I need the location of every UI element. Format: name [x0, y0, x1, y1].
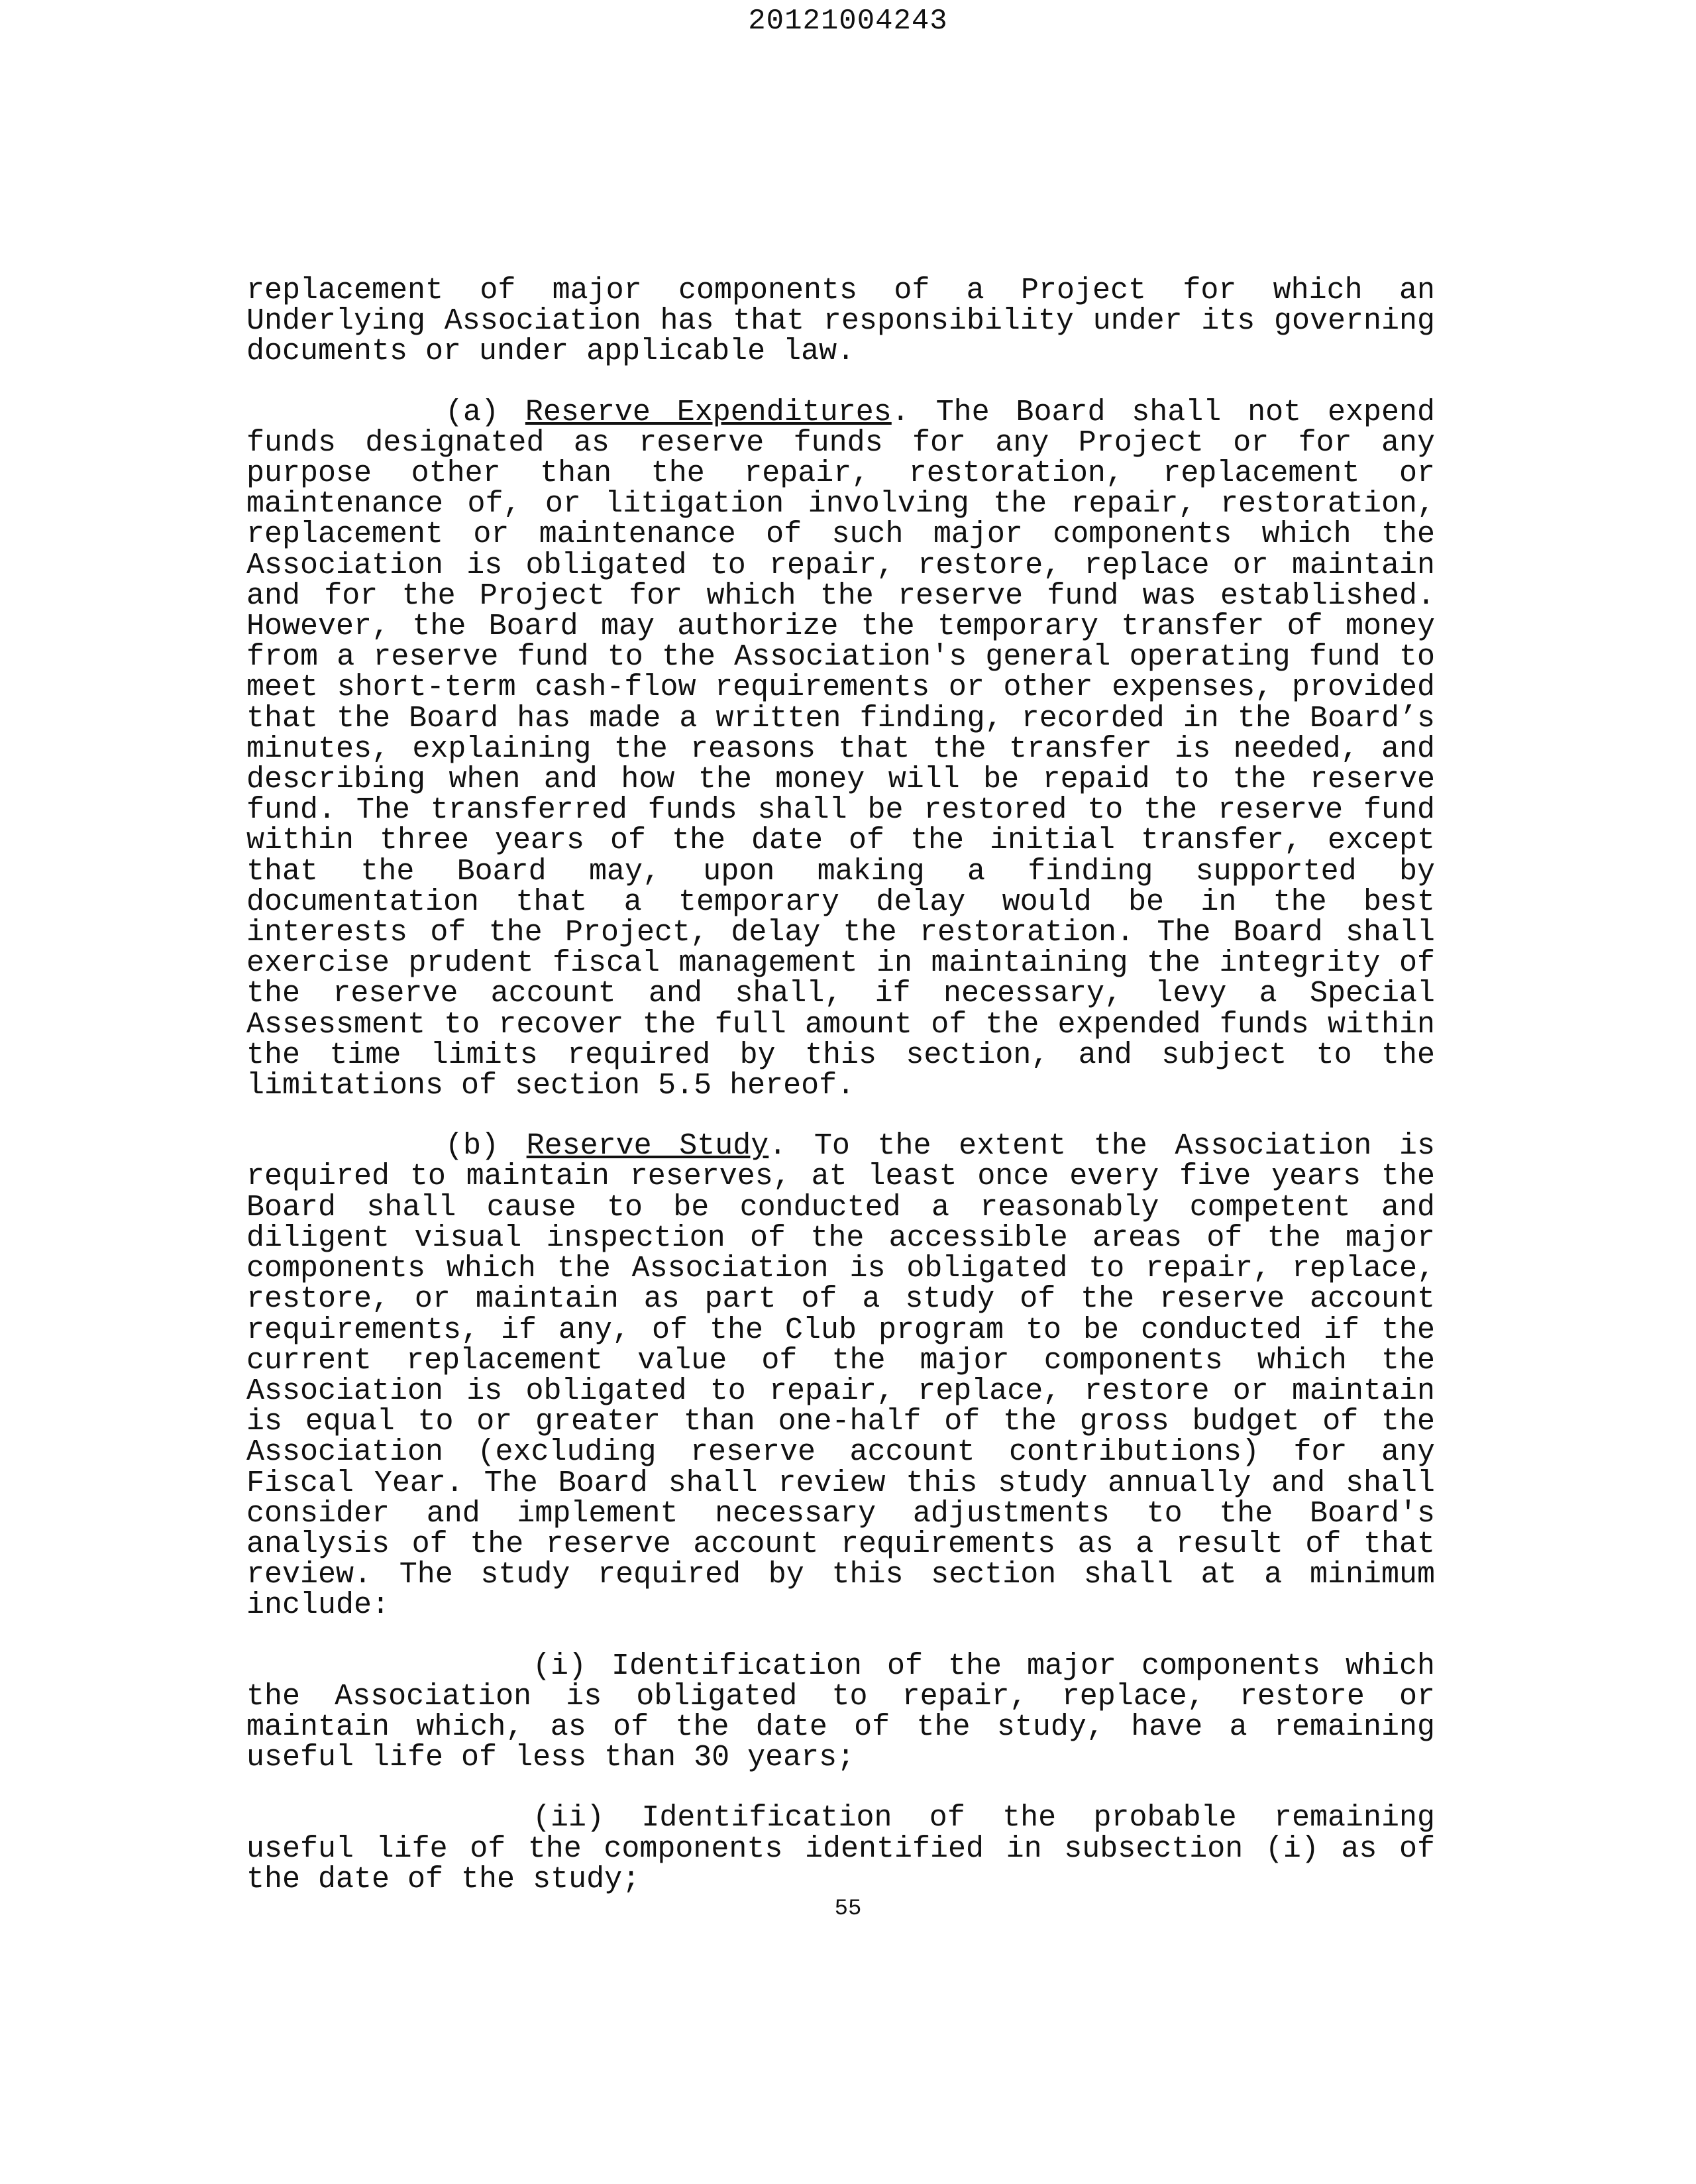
document-body [246, 276, 1435, 1925]
paragraph-continuation [246, 276, 1435, 368]
paragraph-reserve-study [246, 1131, 1435, 1621]
paragraph-text: Identification of the probable remaining useful life of the components identified in subsection (i) as of the date of the study; [246, 1801, 1435, 1896]
paragraph-label: (i) [533, 1649, 587, 1683]
paragraph-text: Identification of the major components which the Association is obligated to repair, replace, restore or maintain which, as of the date of the study, have a remaining useful life of less than 30 years; [246, 1649, 1435, 1775]
paragraph-label: (a) [445, 395, 500, 429]
paragraph-label: (b) [445, 1129, 500, 1164]
paragraph-text: replacement of major components of a Project for which an Underlying Association has that responsibility under its governing documents or under applicable law. [246, 274, 1435, 369]
section-heading-reserve-study: Reserve Study [526, 1129, 769, 1164]
paragraph-reserve-expenditures [246, 395, 1435, 1103]
paragraph-subsection-i [246, 1651, 1435, 1774]
document-number: 20121004243 [748, 5, 948, 38]
paragraph-text: . The Board shall not expend funds designated as reserve funds for any Project or for any purpose other than the repair, restoration, replacement or maintenance of, or litigation involving the repair, restoration, replacement or maintenance of such major components which the Association is obligated to repair, restore, replace or maintain and for the Project for which the reserve fund was established. However, the Board may authorize the temporary transfer of money from a reserve fund to the Association's general operating fund to meet short-term cash-flow requirements or other expenses, provided that the Board has made a written finding, recorded in the Board’s minutes, explaining the reasons that the transfer is needed, and describing when and how the money will be repaid to the reserve fund. The transferred funds shall be restored to the reserve fund within three years of the date of the initial transfer, except that the Board may, upon making a finding supported by documentation that a temporary delay would be in the best interests of the Project, delay the restoration. The Board shall exercise prudent fiscal management in maintaining the integrity of the reserve account and shall, if necessary, levy a Special Assessment to recover the full amount of the expended funds within the time limits required by this section, and subject to the limitations of section 5.5 hereof. [246, 395, 1435, 1103]
page-number: 55 [834, 1896, 862, 1922]
paragraph-subsection-ii [246, 1803, 1435, 1895]
paragraph-text: . To the extent the Association is required to maintain reserves, at least once every five years the Board shall cause to be conducted a reasonably competent and diligent visual inspection of the accessible areas of the major components which the Association is obligated to repair, replace, restore, or maintain as part of a study of the reserve account requirements, if any, of the Club program to be conducted if the current replacement value of the major components which the Association is obligated to repair, replace, restore or maintain is equal to or greater than one-half of the gross budget of the Association (excluding reserve account contributions) for any Fiscal Year. The Board shall review this study annually and shall consider and implement necessary adjustments to the Board's analysis of the reserve account requirements as a result of that review. The study required by this section shall at a minimum include: [246, 1129, 1435, 1623]
paragraph-label: (ii) [533, 1801, 605, 1835]
section-heading-reserve-expenditures: Reserve Expenditures [525, 395, 892, 429]
